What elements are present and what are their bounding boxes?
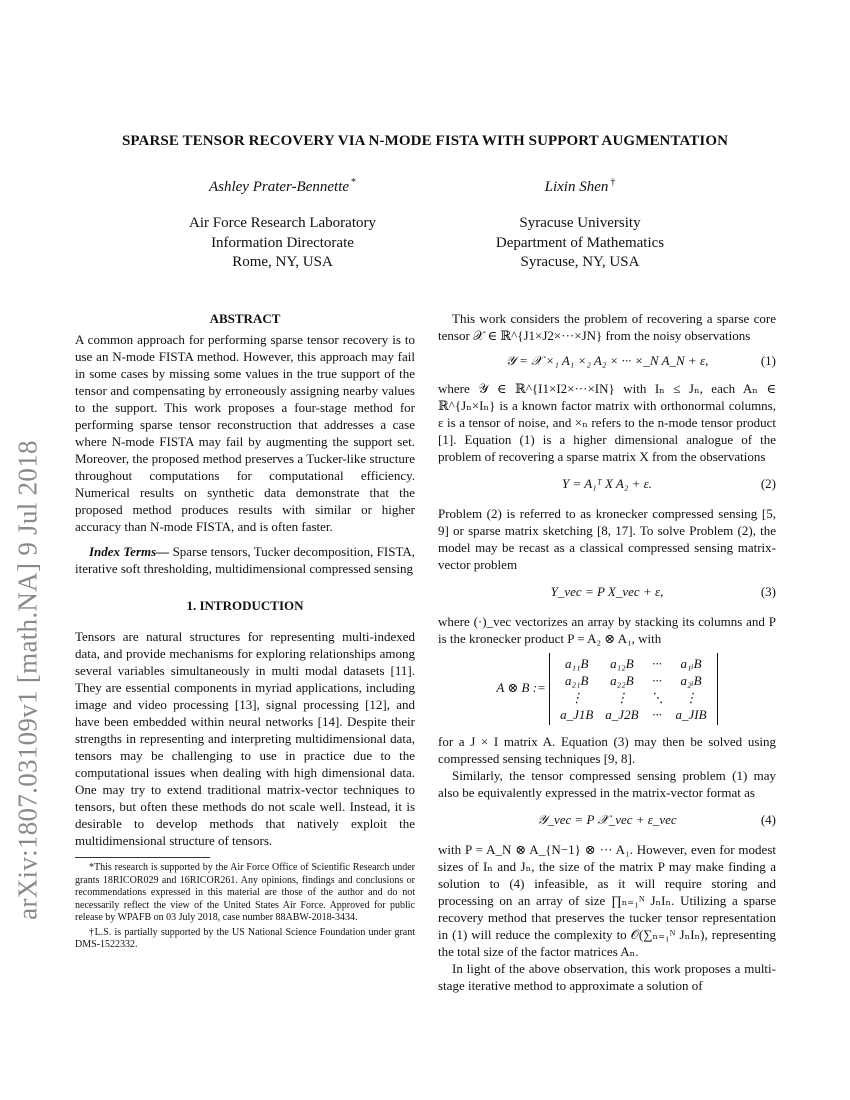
matrix-row (554, 655, 712, 672)
left-column (75, 310, 415, 952)
matrix-cell: a₁ᵢB (680, 656, 702, 671)
matrix-cell: a₂₂B (610, 673, 634, 688)
equation-2-number: (2) (760, 476, 776, 491)
matrix-cell: a_J2B (605, 707, 639, 722)
affil-2-line-2: Department of Mathematics (495, 234, 665, 251)
abstract-text: A common approach for performing sparse tensor recovery is to use an N-mode FISTA method. However, this approach may fail in some cases by missing some values in the true support of the tensor and compensating by erroneously assigning nearby values to the support. This work proposes a four-stage method for performing sparse tensor reconstruction that addresses a case where N-mode FISTA may fail by augmenting the support set. Moreover, the proposed method preserves a Tucker-like structure throughout computations for computational efficiency. Numerical results on synthetic data demonstrate that the proposed method produces results with similar or higher accuracy than N-mode FISTA, and is often faster. (75, 332, 415, 534)
author-2 (470, 177, 690, 196)
right-p5: for a J × I matrix A. Equation (3) may then be solved using compressed sensing techniques [9, 8]. (438, 734, 776, 766)
equation-3-number: (3) (760, 584, 776, 599)
matrix-cell: ⋮ (684, 690, 698, 705)
author-2-name: Lixin Shen (544, 179, 609, 195)
matrix-row (554, 689, 712, 706)
equation-2-body: Y = A₁ᵀ X A₂ + ε. (561, 476, 653, 491)
equation-1 (438, 352, 776, 374)
right-p8: In light of the above observation, this work proposes a multi-stage iterative method to approximate a solution of (438, 961, 776, 993)
equation-2 (438, 475, 776, 497)
right-column (438, 310, 776, 994)
footnote-rule (75, 857, 210, 858)
intro-heading: 1. INTRODUCTION (186, 598, 304, 613)
equation-3-body: Y_vec = P X_vec + ε, (550, 584, 664, 599)
right-p1: This work considers the problem of recovering a sparse core tensor 𝒳 ∈ ℝ^{J1×J2×···×JN} from the noisy observations (438, 311, 776, 343)
matrix-cell: ⋱ (650, 690, 664, 705)
author-2-mark: † (610, 177, 616, 188)
affil-1-line-1: Air Force Research Laboratory (188, 215, 376, 231)
matrix-cell: ⋮ (570, 690, 584, 705)
right-p4: where (·)_vec vectorizes an array by stacking its columns and P is the kronecker product P = A₂ ⊗ A₁, with (438, 614, 776, 646)
matrix-row (554, 672, 712, 689)
author-1-mark: * (351, 177, 357, 188)
paper-title: SPARSE TENSOR RECOVERY VIA N-MODE FISTA WITH SUPPORT AUGMENTATION (121, 133, 729, 149)
right-p2: where 𝒴 ∈ ℝ^{I1×I2×···×IN} with Iₙ ≤ Jₙ, each Aₙ ∈ ℝ^{Jₙ×Iₙ} is a known factor matrix with orthonormal columns, ε is a tensor of noise, and ×ₙ refers to the n-mode tensor product [1]. Equation (1) is a higher dimensional analogue of the problem of recovering a sparse matrix X from the observations (438, 381, 776, 464)
arxiv-stamp (8, 290, 48, 920)
right-p6: Similarly, the tensor compressed sensing problem (1) may also be equivalently expressed in the matrix-vector format as (438, 768, 776, 800)
matrix-cell: a₂₁B (564, 673, 589, 688)
right-p7: with P = A_N ⊗ A_{N−1} ⊗ ··· A₁. However, even for modest sizes of Iₙ and Jₙ, the size of the matrix P may make finding a solution to (4) infeasible, as it will require storing and processing on an array of size ∏ₙ₌₁ᴺ JₙIₙ. Utilizing a sparse recovery method that preserves the tucker tensor representation in (1) will reduce the complexity to 𝒪(∑ₙ₌₁ᴺ JₙIₙ), representing the total size of the factor matrices Aₙ. (438, 842, 776, 959)
index-terms (75, 543, 415, 577)
matrix-cell: a₁₁B (564, 656, 589, 671)
author-2-affiliation (450, 214, 710, 273)
author-1-affiliation (150, 214, 415, 273)
matrix-cell: a₁₂B (610, 656, 634, 671)
matrix-cell: a_J1B (560, 707, 594, 722)
affil-1-line-2: Information Directorate (211, 234, 354, 251)
equation-4-number: (4) (760, 812, 776, 827)
right-p3: Problem (2) is referred to as kronecker compressed sensing [5, 9] or sparse matrix sketching [8, 17]. To solve Problem (2), the model may be recast as a classical compressed sensing matrix-vector problem (438, 506, 776, 572)
index-terms-label: Index Terms— (89, 544, 170, 559)
matrix-cell: ··· (652, 707, 662, 722)
equation-1-body: 𝒴 = 𝒳 ×₁ A₁ ×₂ A₂ × ··· ×_N A_N + ε, (505, 353, 709, 368)
affil-1-line-3: Rome, NY, USA (232, 254, 333, 270)
affil-2-line-1: Syracuse University (519, 215, 641, 231)
matrix-row (554, 706, 712, 723)
kronecker-lhs: A ⊗ B := (496, 679, 546, 695)
index-terms-text: Sparse tensors, Tucker decomposition, FISTA, iterative soft thresholding, multidimensional compressed sensing (75, 544, 416, 576)
matrix-cell: a₂ᵢB (680, 673, 702, 688)
author-1-name: Ashley Prater-Bennette (208, 179, 350, 195)
matrix-cell: ··· (652, 673, 662, 688)
equation-3 (438, 583, 776, 605)
kronecker-matrix (549, 653, 717, 725)
matrix-cell: ⋮ (615, 690, 629, 705)
equation-1-number: (1) (760, 353, 776, 368)
equation-4 (438, 811, 776, 833)
intro-text: Tensors are natural structures for representing multi-indexed data, and provide mechanisms for exploring relationships among several variables simultaneously in multi modal datasets [11]. They are essential components in myriad applications, including image and video processing [13], signal processing [12], and have been embedded within neural networks [14]. Despite their strengths in representing and interpreting multidimensional data, tensors may be challenging to use in practice due to the computational issues when dealing with high dimensional data. One may try to extend traditional matrix-vector techniques to tensors, but often these methods do not scale well. Instead, it is desirable to develop methods that natively exploit the multidimensional structure of tensors. (75, 629, 415, 848)
arxiv-stamp-text: arXiv:1807.03109v1 [math.NA] 9 Jul 2018 (12, 440, 43, 920)
matrix-cell: ··· (652, 656, 662, 671)
matrix-cell: a_JIB (675, 707, 707, 722)
abstract-heading: ABSTRACT (209, 311, 281, 326)
kronecker-definition (438, 653, 776, 725)
footnote-1: *This research is supported by the Air Force Office of Scientific Research under grants 18RICOR029 and 16RICOR261. Any opinions, findings and conclusions or recommendations expressed in this material are those of the author and do not necessarily reflect the view of the United States Air Force. Approved for public release by WPAFB on 03 July 2018, case number 88ABW-2018-3434. (75, 862, 415, 923)
affil-2-line-3: Syracuse, NY, USA (520, 254, 640, 270)
equation-4-body: 𝒴_vec = P 𝒳_vec + ε_vec (537, 812, 677, 827)
author-1 (170, 177, 395, 196)
footnote-2: †L.S. is partially supported by the US National Science Foundation under grant DMS-1522332. (75, 926, 415, 950)
